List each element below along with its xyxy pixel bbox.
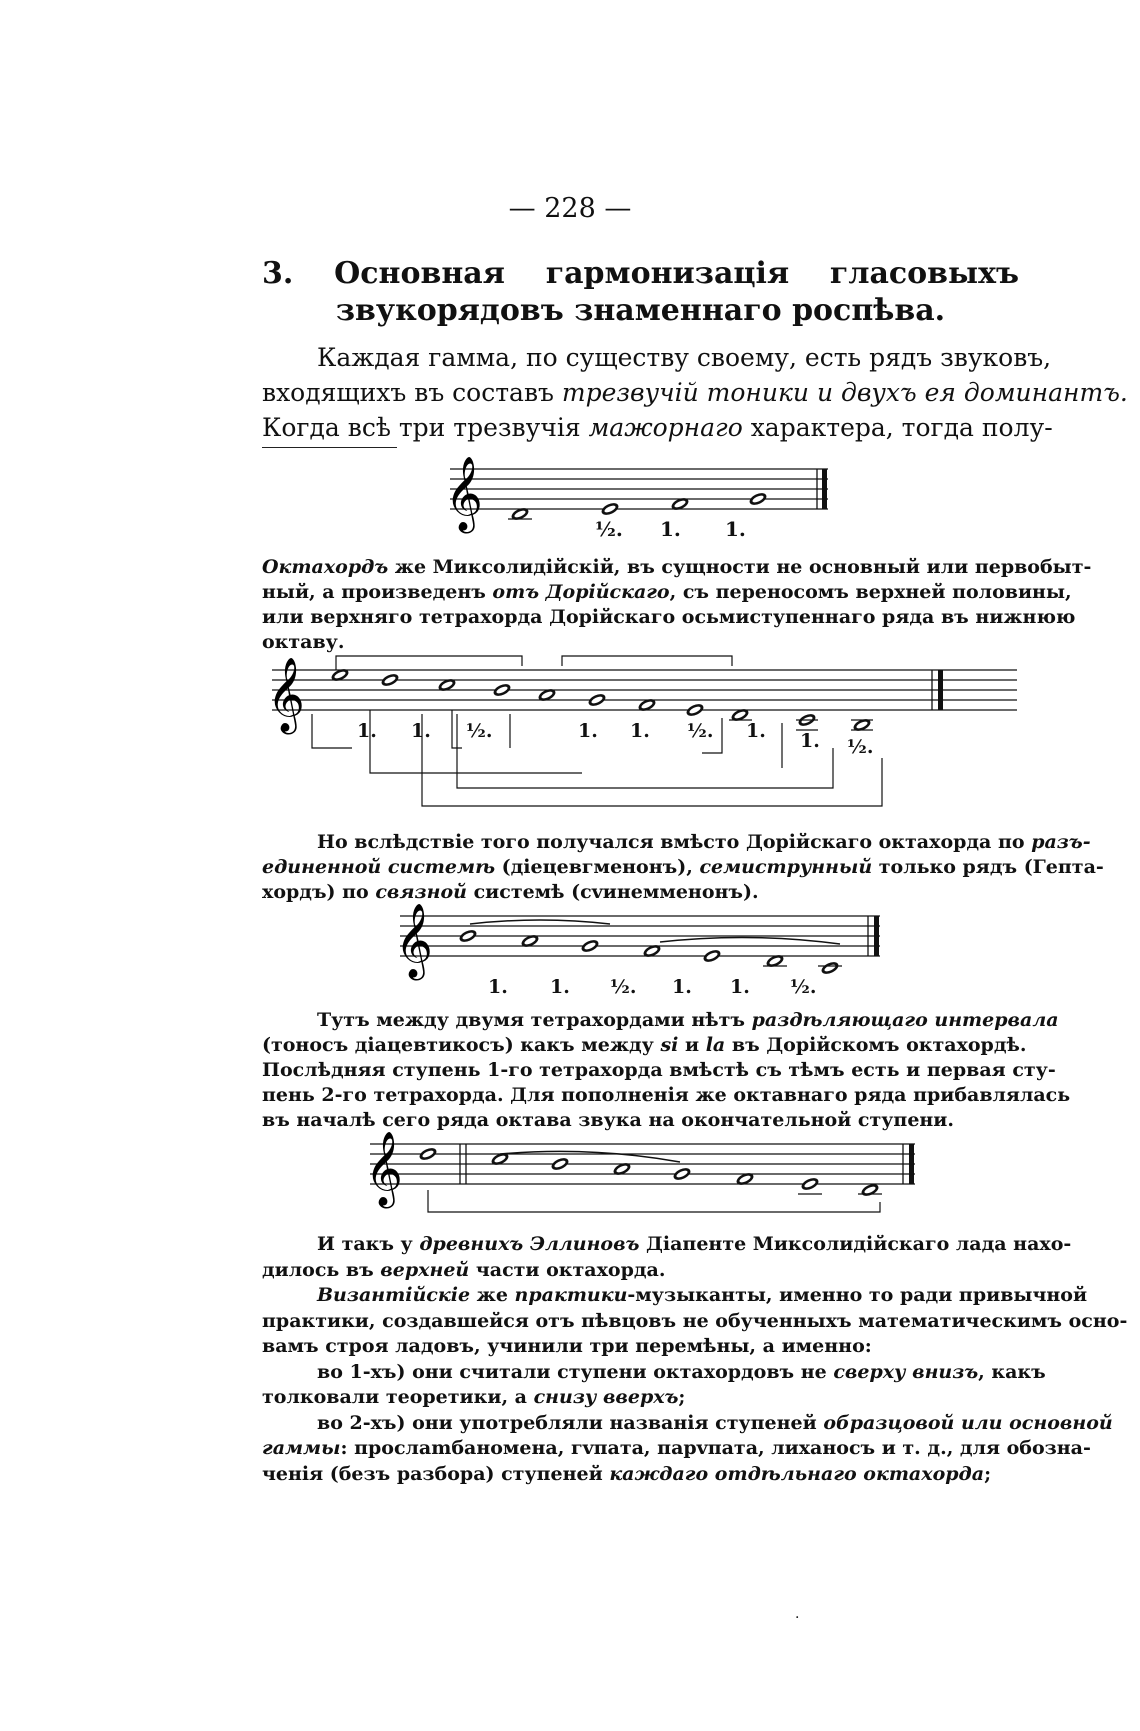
p4-line: вамъ строя ладовъ, учинили три перемѣны, а именно: — [262, 1335, 872, 1357]
p4-line — [262, 1411, 1113, 1437]
p4-text: дилось въ — [262, 1258, 381, 1281]
p3-line: Послѣдняя ступень 1-го тетрахорда вмѣстѣ съ тѣмъ есть и первая сту- — [262, 1059, 1056, 1081]
ex3-label: 1. — [730, 976, 750, 998]
treble-clef-icon: 𝄞 — [365, 1132, 403, 1206]
p3-line: въ началѣ сего ряда октава звука на окончательной ступени. — [262, 1109, 955, 1131]
p4-text: : прослamбаномена, гvпата, парvпата, лиханосъ и т. д., для обозна- — [340, 1437, 1091, 1459]
p4-text: , какъ — [978, 1360, 1046, 1383]
p4-text: ; — [984, 1462, 992, 1485]
ex2-label: ½. — [466, 720, 493, 742]
p3-text: (тоносъ діацевтикосъ) какъ между — [262, 1034, 661, 1056]
treble-clef-icon: 𝄞 — [445, 457, 483, 531]
music-example-4 — [360, 1130, 920, 1230]
p4-text: -музыканты, именно то ради привычной — [627, 1284, 1088, 1306]
p4-text: толковали теоретики, а — [262, 1386, 534, 1408]
p4-line — [262, 1436, 1091, 1462]
page-number: — 228 — — [508, 193, 632, 224]
p4-italic: гаммы — [262, 1437, 341, 1459]
p2-italic: семиструнный — [699, 856, 873, 878]
p4-line — [262, 1258, 1022, 1284]
p4-text: И такъ у — [317, 1233, 420, 1255]
p4-italic: верхней — [380, 1258, 470, 1281]
ex1-label: 1. — [725, 517, 746, 541]
music-example-1 — [440, 455, 840, 555]
section-heading: 3. Основная гармонизація гласовыхъ звукорядовъ знаменнаго роспѣва. — [262, 256, 1019, 328]
p2-line — [262, 855, 1104, 880]
p4-italic: снизу вверхъ — [533, 1386, 679, 1408]
p4-text: части октахорда. — [469, 1258, 666, 1281]
ex2-label: 1. — [357, 720, 377, 742]
ex3-label: 1. — [550, 976, 570, 998]
ex3-label: 1. — [672, 976, 692, 998]
heptachord-paragraph — [262, 830, 1104, 905]
p3-line — [262, 1033, 1027, 1058]
p1-italic: отъ Дорійскаго — [492, 581, 670, 603]
p3-italic: si — [660, 1034, 679, 1056]
p4-italic: сверху внизъ — [833, 1360, 979, 1383]
p4-text: Діапенте Миксолидійскаго лада нахо- — [639, 1233, 1072, 1255]
p3-text: и — [678, 1034, 706, 1056]
p4-text: ченія (безъ разбора) ступеней — [262, 1462, 610, 1485]
p4-line — [262, 1462, 1022, 1488]
p4-line — [262, 1360, 1046, 1386]
p1-text: , съ переносомъ верхней половины, — [669, 581, 1072, 603]
ex1-label: 1. — [660, 517, 681, 541]
intro-line-1: Каждая гамма, по существу своему, есть рядъ звуковъ, — [317, 343, 1052, 372]
p4-line — [262, 1283, 1088, 1309]
p4-line — [262, 1232, 1072, 1258]
p1-text: же Миксолидійскій, въ сущности не основный или первобыт- — [388, 556, 1092, 578]
ex2-label: ½. — [687, 720, 714, 742]
ex2-label: 1. — [800, 730, 820, 752]
p4-italic: практики — [514, 1284, 628, 1306]
p2-italic: разъ- — [1031, 831, 1091, 853]
intro-line-2 — [262, 375, 1128, 410]
p3-italic: раздѣляющаго интервала — [751, 1009, 1059, 1031]
p3-line: пень 2-го тетрахорда. Для пополненія же октавнаго ряда прибавлялась — [262, 1084, 1071, 1106]
ex2-label: 1. — [630, 720, 650, 742]
p1-line — [262, 580, 1072, 605]
p2-italic: связной — [375, 881, 467, 903]
p3-italic: la — [705, 1034, 726, 1056]
p1-line — [262, 555, 1092, 580]
p2-text: Но вслѣдствіе того получался вмѣсто Дорійскаго октахорда по — [317, 831, 1032, 853]
ex3-label: ½. — [790, 976, 817, 998]
p2-text: хордъ) по — [262, 881, 376, 903]
p4-text: ; — [678, 1386, 686, 1408]
p1-text: ный, а произведенъ — [262, 581, 493, 603]
intro-text: характера, тогда полу- — [742, 413, 1053, 442]
p4-italic: древнихъ Эллиновъ — [419, 1233, 640, 1255]
intro-line-3 — [262, 410, 1053, 445]
ex2-label: 1. — [411, 720, 431, 742]
p4-italic: образцовой или основной — [823, 1411, 1113, 1434]
intro-italic: мажорнаго — [588, 413, 743, 442]
treble-clef-icon: 𝄞 — [267, 658, 305, 732]
ex2-label: 1. — [578, 720, 598, 742]
p2-text: системѣ (сvинемменонъ). — [466, 881, 759, 903]
ex3-label: 1. — [488, 976, 508, 998]
p4-text: во 1-хъ) они считали ступени октахордовъ не — [317, 1360, 834, 1383]
ex3-label: ½. — [610, 976, 637, 998]
p1-line: октаву. — [262, 631, 345, 653]
byzantine-paragraph — [262, 1232, 1128, 1487]
tetrachord-paragraph — [262, 1008, 1071, 1133]
p4-text: же — [470, 1284, 515, 1306]
p1-line: или верхняго тетрахорда Дорійскаго осьмиступеннаго ряда въ нижнюю — [262, 606, 1076, 628]
p1-italic: Октахордъ — [262, 556, 389, 578]
p4-text: во 2-хъ) они употребляли названія ступеней — [317, 1411, 824, 1434]
ex1-label: ½. — [595, 517, 623, 541]
intro-text: Когда всѣ три трезвучія — [262, 413, 589, 442]
p2-italic: единенной системѣ — [262, 856, 496, 878]
p2-line — [262, 830, 1091, 855]
p2-text: (діецевгменонъ), — [495, 856, 700, 878]
p3-text: Тутъ между двумя тетрахордами нѣтъ — [317, 1009, 752, 1031]
intro-paragraph — [262, 340, 1128, 445]
intro-italic: трезвучій тоники и двухъ ея доминантъ. — [561, 378, 1128, 407]
ex2-label: ½. — [847, 736, 874, 758]
octachord-paragraph — [262, 555, 1092, 655]
p4-line — [262, 1385, 1022, 1411]
treble-clef-icon: 𝄞 — [395, 904, 433, 978]
p4-italic: каждаго отдѣльнаго октахорда — [609, 1462, 985, 1485]
intro-text: входящихъ въ составъ — [262, 378, 562, 407]
ex2-label: 1. — [746, 720, 766, 742]
p4-italic: Византійскіе — [317, 1284, 471, 1306]
p3-line — [262, 1008, 1059, 1033]
p3-text: въ Дорійскомъ октахордѣ. — [725, 1034, 1027, 1056]
footer-mark: · — [795, 1610, 800, 1626]
p2-text: только рядъ (Гепта- — [872, 856, 1104, 878]
footnote-rule — [262, 447, 397, 448]
p4-line: практики, создавшейся отъ пѣвцовъ не обученныхъ математическимъ осно- — [262, 1309, 1128, 1332]
